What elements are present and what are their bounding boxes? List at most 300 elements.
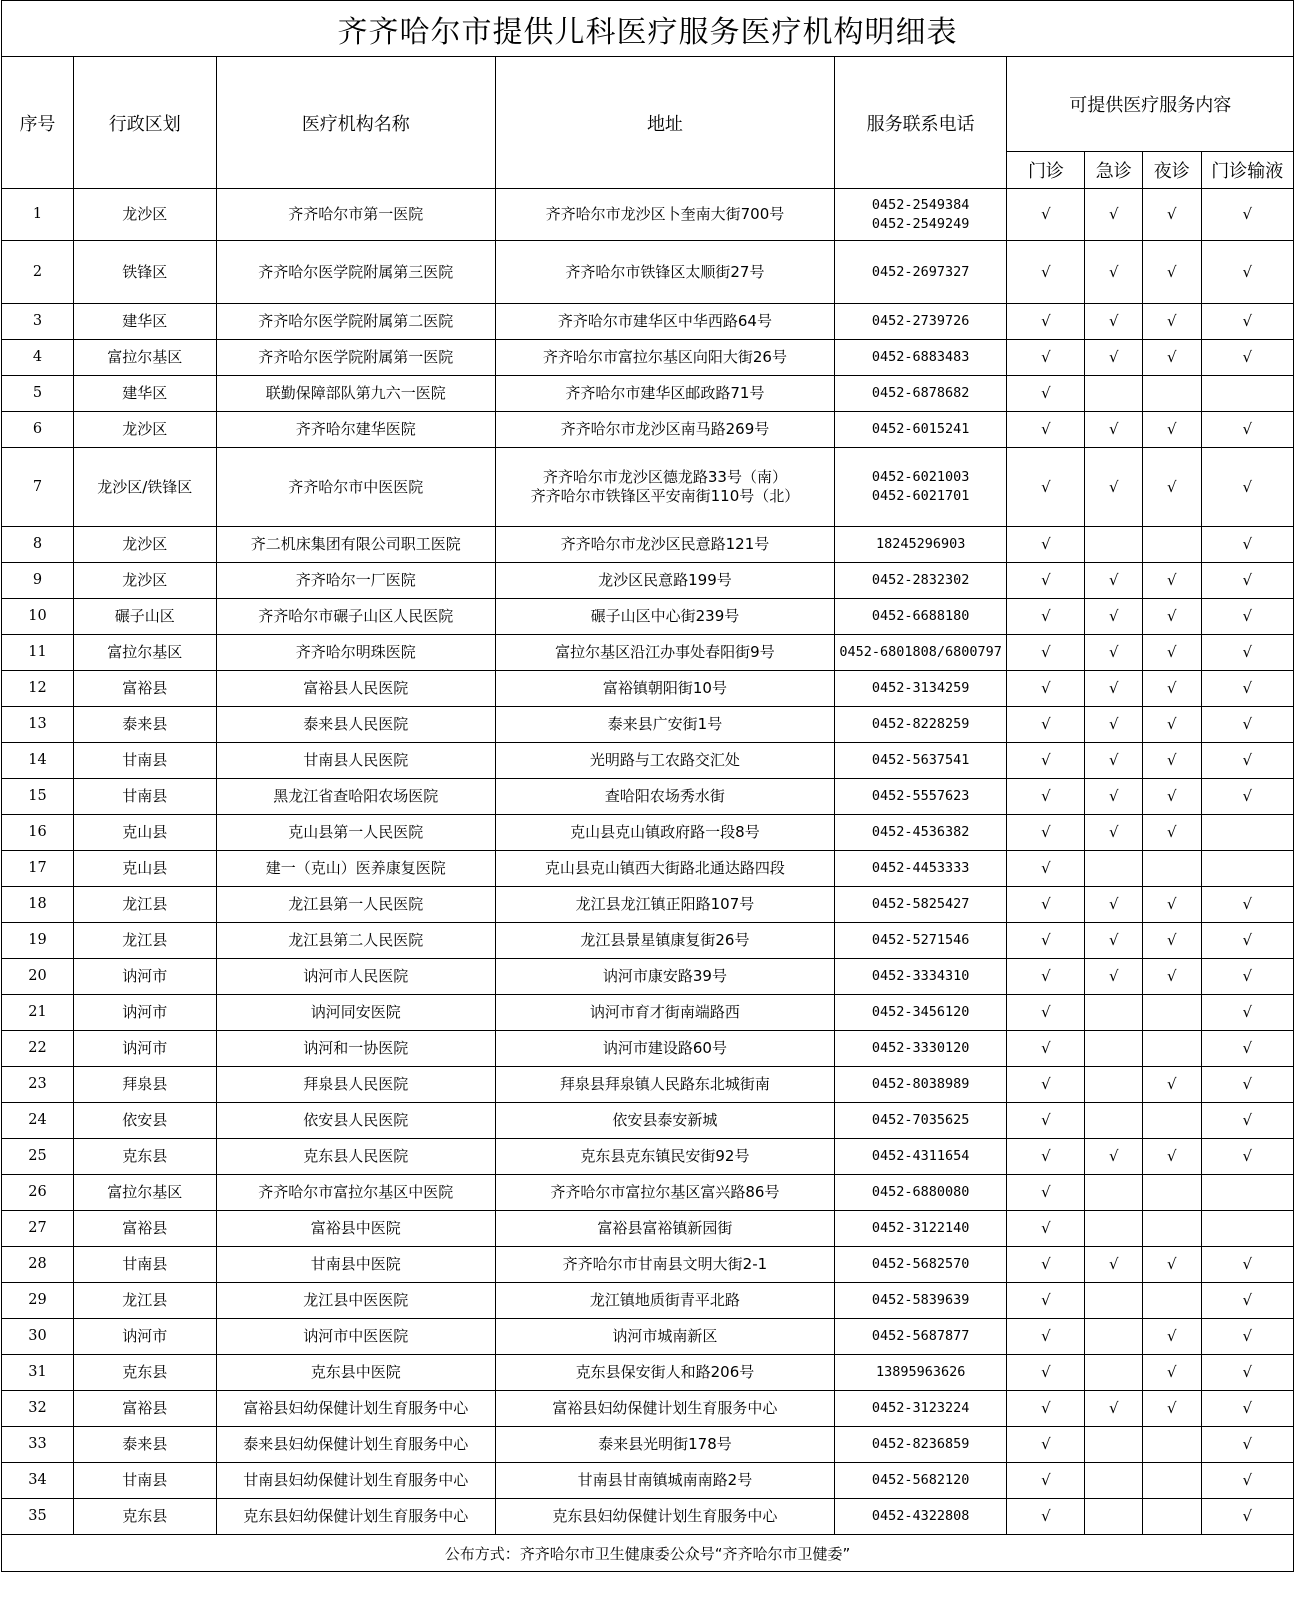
cell-district: 龙江县 xyxy=(73,923,216,959)
cell-night xyxy=(1142,671,1201,707)
check-mark-icon: √ xyxy=(1041,715,1051,733)
table-row xyxy=(2,1319,1294,1355)
check-mark-icon: √ xyxy=(1166,1255,1177,1273)
table-row xyxy=(2,815,1294,851)
check-mark-icon: √ xyxy=(1108,895,1119,913)
cell-outpatient xyxy=(1007,376,1085,412)
phone-line: 0452-6021701 xyxy=(871,488,970,504)
check-mark-icon: √ xyxy=(1242,931,1253,949)
table-row xyxy=(2,743,1294,779)
phone-line: 0452-6015241 xyxy=(871,421,970,437)
table-row xyxy=(2,923,1294,959)
cell-night xyxy=(1142,304,1201,340)
address-line: 讷河市城南新区 xyxy=(612,1327,718,1345)
cell-institution: 克东县人民医院 xyxy=(216,1139,495,1175)
cell-district: 讷河市 xyxy=(73,995,216,1031)
cell-seq: 8 xyxy=(2,527,74,563)
header-seq: 序号 xyxy=(2,57,74,189)
check-mark-icon: √ xyxy=(1242,1291,1253,1309)
cell-emergency xyxy=(1085,959,1143,995)
cell-infusion xyxy=(1201,376,1294,412)
cell-infusion xyxy=(1201,743,1294,779)
phone-line: 0452-3134259 xyxy=(871,680,970,696)
cell-district: 讷河市 xyxy=(73,1319,216,1355)
cell-night xyxy=(1142,599,1201,635)
table-row xyxy=(2,189,1294,241)
cell-district: 克东县 xyxy=(73,1499,216,1535)
address-line: 光明路与工农路交汇处 xyxy=(589,751,740,769)
phone-line: 0452-5637541 xyxy=(871,752,970,768)
phone-line: 0452-2832302 xyxy=(871,572,970,588)
cell-infusion xyxy=(1201,1211,1294,1247)
cell-emergency xyxy=(1085,1247,1143,1283)
phone-line: 0452-5825427 xyxy=(871,896,970,912)
cell-infusion xyxy=(1201,1103,1294,1139)
cell-district: 克东县 xyxy=(73,1139,216,1175)
cell-infusion xyxy=(1201,995,1294,1031)
cell-infusion xyxy=(1201,1175,1294,1211)
cell-phone xyxy=(834,412,1007,448)
check-mark-icon: √ xyxy=(1041,643,1051,661)
cell-emergency xyxy=(1085,376,1143,412)
check-mark-icon: √ xyxy=(1166,643,1177,661)
cell-emergency xyxy=(1085,851,1143,887)
cell-institution: 建一（克山）医养康复医院 xyxy=(216,851,495,887)
cell-emergency xyxy=(1085,1499,1143,1535)
cell-institution: 甘南县中医院 xyxy=(216,1247,495,1283)
cell-emergency xyxy=(1085,1319,1143,1355)
check-mark-icon: √ xyxy=(1166,477,1177,496)
cell-district: 讷河市 xyxy=(73,1031,216,1067)
cell-seq: 21 xyxy=(2,995,74,1031)
cell-institution: 齐齐哈尔市富拉尔基区中医院 xyxy=(216,1175,495,1211)
check-mark-icon: √ xyxy=(1242,1327,1253,1345)
check-mark-icon: √ xyxy=(1242,535,1253,553)
check-mark-icon: √ xyxy=(1108,967,1119,985)
cell-phone xyxy=(834,1139,1007,1175)
cell-address xyxy=(495,189,834,241)
check-mark-icon: √ xyxy=(1242,571,1253,589)
cell-address xyxy=(495,1283,834,1319)
cell-outpatient xyxy=(1007,304,1085,340)
cell-night xyxy=(1142,1283,1201,1319)
cell-infusion xyxy=(1201,340,1294,376)
cell-phone xyxy=(834,1499,1007,1535)
check-mark-icon: √ xyxy=(1108,751,1119,769)
phone-line: 0452-3456120 xyxy=(871,1004,970,1020)
check-mark-icon: √ xyxy=(1242,895,1253,913)
cell-address xyxy=(495,1247,834,1283)
cell-institution: 齐齐哈尔市第一医院 xyxy=(216,189,495,241)
table-row xyxy=(2,1031,1294,1067)
cell-night xyxy=(1142,1499,1201,1535)
cell-emergency xyxy=(1085,527,1143,563)
table-row xyxy=(2,1211,1294,1247)
cell-emergency xyxy=(1085,671,1143,707)
table-row xyxy=(2,995,1294,1031)
table-row xyxy=(2,1247,1294,1283)
table-row xyxy=(2,376,1294,412)
cell-seq: 28 xyxy=(2,1247,74,1283)
cell-infusion xyxy=(1201,635,1294,671)
cell-address xyxy=(495,448,834,527)
check-mark-icon: √ xyxy=(1108,571,1119,589)
phone-line: 0452-4322808 xyxy=(871,1508,970,1524)
address-line: 齐齐哈尔市龙沙区德龙路33号（南） xyxy=(542,468,787,486)
cell-institution: 讷河市人民医院 xyxy=(216,959,495,995)
cell-address xyxy=(495,563,834,599)
check-mark-icon: √ xyxy=(1041,679,1051,697)
cell-institution: 甘南县人民医院 xyxy=(216,743,495,779)
cell-address xyxy=(495,743,834,779)
address-line: 克山县克山镇政府路一段8号 xyxy=(570,823,760,841)
cell-institution: 富裕县中医院 xyxy=(216,1211,495,1247)
check-mark-icon: √ xyxy=(1166,205,1177,223)
address-line: 富拉尔基区沿江办事处春阳街9号 xyxy=(555,643,775,661)
cell-infusion xyxy=(1201,1139,1294,1175)
cell-infusion xyxy=(1201,1499,1294,1535)
address-line: 克山县克山镇西大街路北通达路四段 xyxy=(544,859,785,877)
table-row xyxy=(2,1463,1294,1499)
check-mark-icon: √ xyxy=(1041,205,1051,223)
cell-emergency xyxy=(1085,1391,1143,1427)
address-line: 齐齐哈尔市富拉尔基区向阳大街26号 xyxy=(542,348,787,366)
cell-night xyxy=(1142,1067,1201,1103)
cell-emergency xyxy=(1085,1211,1143,1247)
cell-night xyxy=(1142,743,1201,779)
address-line: 克东县克东镇民安街92号 xyxy=(580,1147,750,1165)
cell-outpatient xyxy=(1007,707,1085,743)
cell-seq: 16 xyxy=(2,815,74,851)
address-line: 查哈阳农场秀水街 xyxy=(604,787,725,805)
check-mark-icon: √ xyxy=(1041,1255,1051,1273)
cell-infusion xyxy=(1201,1355,1294,1391)
address-line: 富裕县富裕镇新园街 xyxy=(597,1219,733,1237)
cell-seq: 34 xyxy=(2,1463,74,1499)
address-line: 讷河市育才街南端路西 xyxy=(589,1003,740,1021)
check-mark-icon: √ xyxy=(1041,1075,1051,1093)
cell-emergency xyxy=(1085,1103,1143,1139)
cell-outpatient xyxy=(1007,1355,1085,1391)
cell-seq: 4 xyxy=(2,340,74,376)
check-mark-icon: √ xyxy=(1108,262,1119,281)
cell-outpatient xyxy=(1007,887,1085,923)
table-row xyxy=(2,1427,1294,1463)
check-mark-icon: √ xyxy=(1041,1003,1051,1021)
cell-outpatient xyxy=(1007,563,1085,599)
check-mark-icon: √ xyxy=(1041,420,1051,438)
cell-phone xyxy=(834,1319,1007,1355)
check-mark-icon: √ xyxy=(1242,1147,1253,1165)
check-mark-icon: √ xyxy=(1041,823,1051,841)
cell-district: 甘南县 xyxy=(73,1463,216,1499)
address-line: 齐齐哈尔市富拉尔基区富兴路86号 xyxy=(550,1183,780,1201)
cell-district: 富裕县 xyxy=(73,1391,216,1427)
cell-address xyxy=(495,995,834,1031)
cell-district: 建华区 xyxy=(73,376,216,412)
cell-infusion xyxy=(1201,304,1294,340)
check-mark-icon: √ xyxy=(1242,1003,1253,1021)
cell-emergency xyxy=(1085,563,1143,599)
publication-note: 公布方式：齐齐哈尔市卫生健康委公众号“齐齐哈尔市卫健委” xyxy=(2,1535,1294,1572)
check-mark-icon: √ xyxy=(1041,1363,1051,1381)
check-mark-icon: √ xyxy=(1041,1111,1051,1129)
cell-emergency xyxy=(1085,1463,1143,1499)
cell-district: 甘南县 xyxy=(73,1247,216,1283)
check-mark-icon: √ xyxy=(1041,312,1051,330)
cell-outpatient xyxy=(1007,1247,1085,1283)
cell-outpatient xyxy=(1007,635,1085,671)
cell-emergency xyxy=(1085,412,1143,448)
cell-night xyxy=(1142,923,1201,959)
cell-night xyxy=(1142,815,1201,851)
cell-phone xyxy=(834,1427,1007,1463)
cell-night xyxy=(1142,340,1201,376)
cell-seq: 18 xyxy=(2,887,74,923)
phone-line: 0452-2739726 xyxy=(871,313,970,329)
cell-night xyxy=(1142,376,1201,412)
cell-emergency xyxy=(1085,707,1143,743)
phone-line: 0452-4311654 xyxy=(871,1148,970,1164)
cell-emergency xyxy=(1085,635,1143,671)
phone-line: 0452-5839639 xyxy=(871,1292,970,1308)
check-mark-icon: √ xyxy=(1041,262,1051,281)
cell-district: 富拉尔基区 xyxy=(73,340,216,376)
address-line: 讷河市康安路39号 xyxy=(602,967,727,985)
check-mark-icon: √ xyxy=(1242,477,1253,496)
cell-district: 拜泉县 xyxy=(73,1067,216,1103)
cell-phone xyxy=(834,563,1007,599)
check-mark-icon: √ xyxy=(1166,1147,1177,1165)
cell-night xyxy=(1142,887,1201,923)
check-mark-icon: √ xyxy=(1041,859,1051,877)
cell-seq: 25 xyxy=(2,1139,74,1175)
phone-line: 0452-8236859 xyxy=(871,1436,970,1452)
address-line: 齐齐哈尔市龙沙区民意路121号 xyxy=(560,535,770,553)
address-line: 拜泉县拜泉镇人民路东北城街南 xyxy=(559,1075,770,1093)
cell-seq: 20 xyxy=(2,959,74,995)
phone-line: 0452-5557623 xyxy=(871,788,970,804)
table-row xyxy=(2,635,1294,671)
cell-outpatient xyxy=(1007,959,1085,995)
cell-district: 克山县 xyxy=(73,815,216,851)
cell-district: 泰来县 xyxy=(73,707,216,743)
cell-district: 建华区 xyxy=(73,304,216,340)
address-line: 泰来县光明街178号 xyxy=(598,1435,732,1453)
check-mark-icon: √ xyxy=(1242,1435,1253,1453)
cell-outpatient xyxy=(1007,1463,1085,1499)
cell-seq: 14 xyxy=(2,743,74,779)
cell-institution: 克山县第一人民医院 xyxy=(216,815,495,851)
check-mark-icon: √ xyxy=(1166,823,1177,841)
cell-outpatient xyxy=(1007,448,1085,527)
cell-phone xyxy=(834,779,1007,815)
cell-district: 讷河市 xyxy=(73,959,216,995)
check-mark-icon: √ xyxy=(1166,1363,1177,1381)
cell-phone xyxy=(834,189,1007,241)
phone-line: 0452-6878682 xyxy=(871,385,970,401)
address-line: 龙江县景星镇康复街26号 xyxy=(580,931,750,949)
cell-infusion xyxy=(1201,599,1294,635)
cell-phone xyxy=(834,1175,1007,1211)
check-mark-icon: √ xyxy=(1041,1219,1051,1237)
check-mark-icon: √ xyxy=(1041,1291,1051,1309)
cell-seq: 9 xyxy=(2,563,74,599)
check-mark-icon: √ xyxy=(1242,679,1253,697)
header-outpatient: 门诊 xyxy=(1007,152,1085,189)
table-row xyxy=(2,1391,1294,1427)
cell-institution: 齐齐哈尔市中医医院 xyxy=(216,448,495,527)
cell-night xyxy=(1142,707,1201,743)
check-mark-icon: √ xyxy=(1242,1255,1253,1273)
cell-infusion xyxy=(1201,1319,1294,1355)
cell-phone xyxy=(834,1103,1007,1139)
cell-address xyxy=(495,1139,834,1175)
check-mark-icon: √ xyxy=(1041,477,1051,496)
check-mark-icon: √ xyxy=(1242,1507,1253,1525)
cell-night xyxy=(1142,1355,1201,1391)
cell-phone xyxy=(834,815,1007,851)
cell-institution: 讷河同安医院 xyxy=(216,995,495,1031)
check-mark-icon: √ xyxy=(1242,312,1253,330)
table-row xyxy=(2,671,1294,707)
table-row xyxy=(2,1499,1294,1535)
cell-outpatient xyxy=(1007,671,1085,707)
cell-infusion xyxy=(1201,1427,1294,1463)
phone-line: 18245296903 xyxy=(875,536,966,552)
cell-district: 富裕县 xyxy=(73,671,216,707)
check-mark-icon: √ xyxy=(1166,679,1177,697)
cell-emergency xyxy=(1085,599,1143,635)
cell-infusion xyxy=(1201,527,1294,563)
cell-institution: 讷河和一协医院 xyxy=(216,1031,495,1067)
cell-address xyxy=(495,923,834,959)
cell-seq: 13 xyxy=(2,707,74,743)
cell-outpatient xyxy=(1007,815,1085,851)
cell-address xyxy=(495,599,834,635)
check-mark-icon: √ xyxy=(1166,1327,1177,1345)
cell-address xyxy=(495,1067,834,1103)
check-mark-icon: √ xyxy=(1041,1039,1051,1057)
cell-institution: 依安县人民医院 xyxy=(216,1103,495,1139)
cell-infusion xyxy=(1201,448,1294,527)
institution-table xyxy=(1,0,1294,1572)
check-mark-icon: √ xyxy=(1108,643,1119,661)
cell-seq: 27 xyxy=(2,1211,74,1247)
check-mark-icon: √ xyxy=(1108,477,1119,496)
check-mark-icon: √ xyxy=(1041,967,1051,985)
check-mark-icon: √ xyxy=(1242,1075,1253,1093)
cell-emergency xyxy=(1085,1139,1143,1175)
header-emergency: 急诊 xyxy=(1085,152,1143,189)
phone-line: 0452-5687877 xyxy=(871,1328,970,1344)
header-phone: 服务联系电话 xyxy=(834,57,1007,189)
table-row xyxy=(2,412,1294,448)
cell-seq: 15 xyxy=(2,779,74,815)
check-mark-icon: √ xyxy=(1108,1147,1119,1165)
cell-address xyxy=(495,376,834,412)
cell-seq: 26 xyxy=(2,1175,74,1211)
phone-line: 0452-5682570 xyxy=(871,1256,970,1272)
check-mark-icon: √ xyxy=(1108,607,1119,625)
address-line: 龙江县龙江镇正阳路107号 xyxy=(575,895,755,913)
header-infusion: 门诊输液 xyxy=(1201,152,1294,189)
check-mark-icon: √ xyxy=(1041,1471,1051,1489)
cell-night xyxy=(1142,1427,1201,1463)
cell-emergency xyxy=(1085,1067,1143,1103)
cell-phone xyxy=(834,1031,1007,1067)
cell-phone xyxy=(834,743,1007,779)
cell-district: 龙沙区 xyxy=(73,189,216,241)
address-line: 富裕县妇幼保健计划生育服务中心 xyxy=(552,1399,778,1417)
check-mark-icon: √ xyxy=(1108,931,1119,949)
check-mark-icon: √ xyxy=(1242,1039,1253,1057)
check-mark-icon: √ xyxy=(1242,607,1253,625)
cell-night xyxy=(1142,1463,1201,1499)
cell-institution: 讷河市中医医院 xyxy=(216,1319,495,1355)
cell-emergency xyxy=(1085,995,1143,1031)
cell-seq: 32 xyxy=(2,1391,74,1427)
cell-outpatient xyxy=(1007,1031,1085,1067)
cell-infusion xyxy=(1201,707,1294,743)
cell-night xyxy=(1142,1139,1201,1175)
check-mark-icon: √ xyxy=(1242,1471,1253,1489)
cell-emergency xyxy=(1085,887,1143,923)
cell-address xyxy=(495,241,834,304)
phone-line: 0452-6021003 xyxy=(871,469,970,485)
cell-district: 泰来县 xyxy=(73,1427,216,1463)
cell-seq: 7 xyxy=(2,448,74,527)
cell-night xyxy=(1142,995,1201,1031)
cell-address xyxy=(495,959,834,995)
phone-line: 0452-6688180 xyxy=(871,608,970,624)
check-mark-icon: √ xyxy=(1041,384,1051,402)
cell-institution: 黑龙江省查哈阳农场医院 xyxy=(216,779,495,815)
cell-institution: 拜泉县人民医院 xyxy=(216,1067,495,1103)
cell-district: 依安县 xyxy=(73,1103,216,1139)
cell-address xyxy=(495,1355,834,1391)
phone-line: 0452-3123224 xyxy=(871,1400,970,1416)
cell-night xyxy=(1142,959,1201,995)
cell-address xyxy=(495,1319,834,1355)
cell-address xyxy=(495,707,834,743)
check-mark-icon: √ xyxy=(1108,1399,1119,1417)
cell-outpatient xyxy=(1007,527,1085,563)
cell-institution: 齐齐哈尔明珠医院 xyxy=(216,635,495,671)
cell-institution: 齐二机床集团有限公司职工医院 xyxy=(216,527,495,563)
cell-address xyxy=(495,340,834,376)
check-mark-icon: √ xyxy=(1166,787,1177,805)
cell-night xyxy=(1142,1391,1201,1427)
cell-phone xyxy=(834,1211,1007,1247)
cell-phone xyxy=(834,671,1007,707)
table-row xyxy=(2,1175,1294,1211)
table-row xyxy=(2,959,1294,995)
cell-address xyxy=(495,1103,834,1139)
cell-district: 龙沙区 xyxy=(73,527,216,563)
table-row xyxy=(2,1103,1294,1139)
check-mark-icon: √ xyxy=(1166,420,1177,438)
address-line: 齐齐哈尔市建华区邮政路71号 xyxy=(565,384,765,402)
cell-outpatient xyxy=(1007,1499,1085,1535)
phone-line: 0452-3330120 xyxy=(871,1040,970,1056)
cell-outpatient xyxy=(1007,923,1085,959)
table-row xyxy=(2,887,1294,923)
check-mark-icon: √ xyxy=(1108,348,1119,366)
phone-line: 0452-6880080 xyxy=(871,1184,970,1200)
table-row xyxy=(2,1283,1294,1319)
cell-institution: 齐齐哈尔医学院附属第一医院 xyxy=(216,340,495,376)
